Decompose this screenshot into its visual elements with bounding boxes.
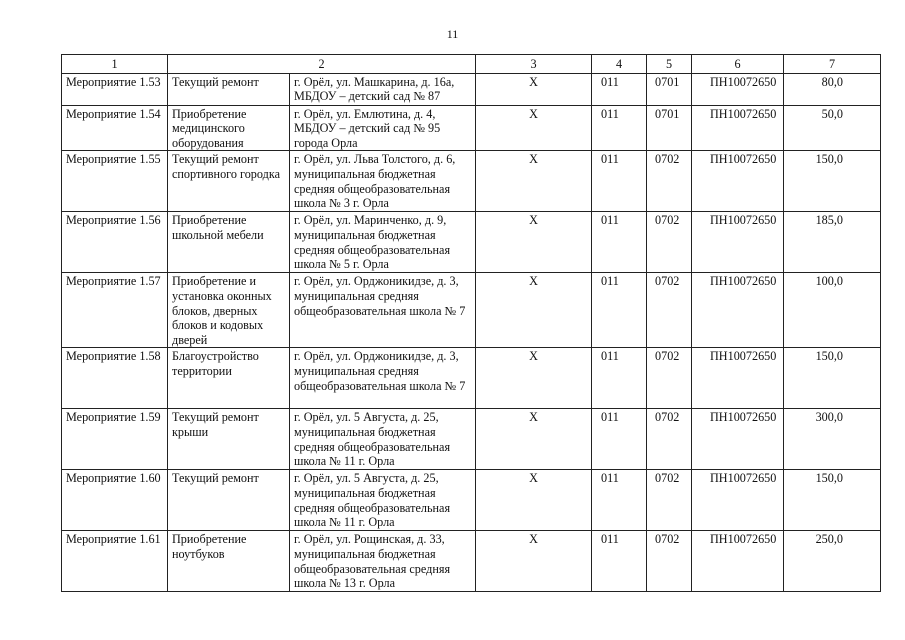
event-cell: Мероприятие 1.54 [62, 105, 168, 151]
name-cell: Приобретение медицинского оборудования [168, 105, 290, 151]
section-cell: 0702 [647, 273, 692, 348]
address-cell: г. Орёл, ул. Орджоникидзе, д. 3, муниципальная средняя общеобразовательная школа № 7 [290, 348, 476, 409]
event-cell: Мероприятие 1.58 [62, 348, 168, 409]
mark-cell: Х [476, 105, 592, 151]
section-cell: 0701 [647, 105, 692, 151]
name-cell: Приобретение школьной мебели [168, 212, 290, 273]
mark-cell: Х [476, 73, 592, 105]
code-cell: 011 [592, 105, 647, 151]
address-cell: г. Орёл, ул. Машкарина, д. 16а, МБДОУ – детский сад № 87 [290, 73, 476, 105]
section-cell: 0702 [647, 151, 692, 212]
header-col-4: 4 [592, 55, 647, 74]
amount-cell: 80,0 [784, 73, 881, 105]
header-col-2: 2 [168, 55, 476, 74]
target-code-cell: ПН10072650 [692, 409, 784, 470]
target-code-cell: ПН10072650 [692, 348, 784, 409]
event-cell: Мероприятие 1.53 [62, 73, 168, 105]
mark-cell: Х [476, 531, 592, 591]
table-row [62, 151, 881, 212]
address-cell: г. Орёл, ул. Маринченко, д. 9, муниципальная бюджетная средняя общеобразовательная школа № 5 г. Орла [290, 212, 476, 273]
mark-cell: Х [476, 212, 592, 273]
table-row [62, 105, 881, 151]
section-cell: 0702 [647, 348, 692, 409]
table-row [62, 273, 881, 348]
event-cell: Мероприятие 1.55 [62, 151, 168, 212]
address-cell: г. Орёл, ул. Рощинская, д. 33, муниципальная бюджетная общеобразовательная средняя школа № 13 г. Орла [290, 531, 476, 591]
target-code-cell: ПН10072650 [692, 105, 784, 151]
mark-cell: Х [476, 470, 592, 531]
mark-cell: Х [476, 151, 592, 212]
code-cell: 011 [592, 409, 647, 470]
header-col-5: 5 [647, 55, 692, 74]
address-cell: г. Орёл, ул. Орджоникидзе, д. 3, муниципальная средняя общеобразовательная школа № 7 [290, 273, 476, 348]
code-cell: 011 [592, 348, 647, 409]
table-body [62, 73, 881, 591]
table-row [62, 470, 881, 531]
name-cell: Текущий ремонт спортивного городка [168, 151, 290, 212]
section-cell: 0702 [647, 531, 692, 591]
name-cell: Текущий ремонт крыши [168, 409, 290, 470]
section-cell: 0702 [647, 470, 692, 531]
target-code-cell: ПН10072650 [692, 212, 784, 273]
header-col-1: 1 [62, 55, 168, 74]
event-cell: Мероприятие 1.60 [62, 470, 168, 531]
event-cell: Мероприятие 1.61 [62, 531, 168, 591]
code-cell: 011 [592, 273, 647, 348]
page-number: 11 [446, 27, 459, 41]
event-cell: Мероприятие 1.59 [62, 409, 168, 470]
address-cell: г. Орёл, ул. 5 Августа, д. 25, муниципальная бюджетная средняя общеобразовательная школа № 11 г. Орла [290, 409, 476, 470]
mark-cell: Х [476, 273, 592, 348]
table-row [62, 409, 881, 470]
code-cell: 011 [592, 151, 647, 212]
target-code-cell: ПН10072650 [692, 470, 784, 531]
target-code-cell: ПН10072650 [692, 273, 784, 348]
header-col-6: 6 [692, 55, 784, 74]
amount-cell: 150,0 [784, 470, 881, 531]
code-cell: 011 [592, 212, 647, 273]
name-cell: Текущий ремонт [168, 73, 290, 105]
section-cell: 0701 [647, 73, 692, 105]
amount-cell: 250,0 [784, 531, 881, 591]
name-cell: Благоустройство территории [168, 348, 290, 409]
mark-cell: Х [476, 348, 592, 409]
header-col-3: 3 [476, 55, 592, 74]
section-cell: 0702 [647, 212, 692, 273]
amount-cell: 150,0 [784, 348, 881, 409]
header-row [62, 55, 881, 74]
target-code-cell: ПН10072650 [692, 531, 784, 591]
table-row [62, 531, 881, 591]
address-cell: г. Орёл, ул. 5 Августа, д. 25, муниципальная бюджетная средняя общеобразовательная школа № 11 г. Орла [290, 470, 476, 531]
amount-cell: 50,0 [784, 105, 881, 151]
table-row [62, 212, 881, 273]
event-cell: Мероприятие 1.57 [62, 273, 168, 348]
address-cell: г. Орёл, ул. Льва Толстого, д. 6, муниципальная бюджетная средняя общеобразовательная школа № 3 г. Орла [290, 151, 476, 212]
name-cell: Приобретение ноутбуков [168, 531, 290, 591]
amount-cell: 150,0 [784, 151, 881, 212]
mark-cell: Х [476, 409, 592, 470]
budget-table [61, 54, 881, 592]
code-cell: 011 [592, 470, 647, 531]
code-cell: 011 [592, 531, 647, 591]
address-cell: г. Орёл, ул. Емлютина, д. 4, МБДОУ – детский сад № 95 города Орла [290, 105, 476, 151]
target-code-cell: ПН10072650 [692, 151, 784, 212]
header-col-7: 7 [784, 55, 881, 74]
table-row [62, 348, 881, 409]
name-cell: Текущий ремонт [168, 470, 290, 531]
amount-cell: 300,0 [784, 409, 881, 470]
target-code-cell: ПН10072650 [692, 73, 784, 105]
amount-cell: 100,0 [784, 273, 881, 348]
name-cell: Приобретение и установка оконных блоков, дверных блоков и кодовых дверей [168, 273, 290, 348]
event-cell: Мероприятие 1.56 [62, 212, 168, 273]
code-cell: 011 [592, 73, 647, 105]
table-row [62, 73, 881, 105]
section-cell: 0702 [647, 409, 692, 470]
amount-cell: 185,0 [784, 212, 881, 273]
